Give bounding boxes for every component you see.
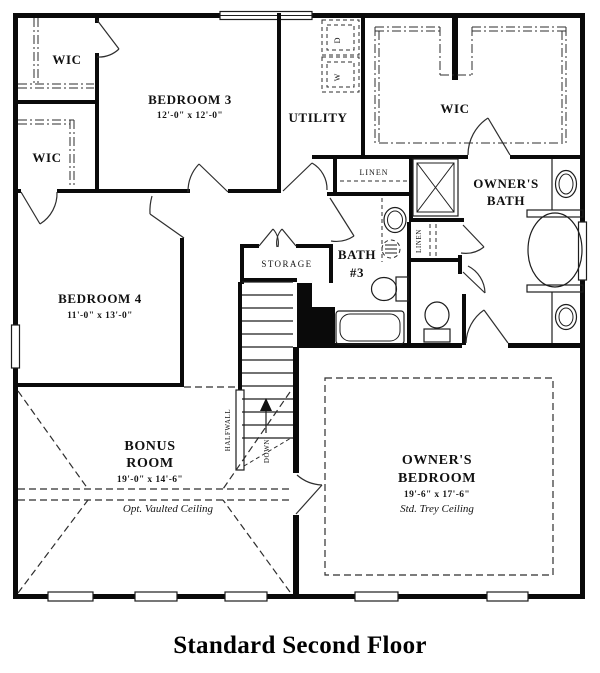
bonus-note: Opt. Vaulted Ceiling: [122, 503, 214, 515]
bath3-fixtures: [336, 198, 408, 344]
plan-title: Standard Second Floor: [173, 632, 427, 659]
bedroom3-dims: 12'-0" x 12'-0": [156, 111, 224, 121]
bathtub-icon: [336, 311, 404, 344]
window: [135, 592, 177, 601]
bedroom4-dims: 11'-0" x 13'-0": [67, 311, 133, 321]
owners-bedroom-label-1: OWNER'S: [401, 453, 473, 468]
window: [355, 592, 398, 601]
halfwall-label: HALFWALL: [224, 408, 232, 452]
wic2-label: WIC: [32, 150, 62, 165]
owners-wic-label: WIC: [440, 101, 470, 116]
stair-direction-arrow: [260, 398, 272, 433]
window: [225, 592, 267, 601]
bonus-label-2: ROOM: [126, 456, 174, 471]
garden-tub-icon: [527, 210, 583, 292]
dryer-label: D: [333, 36, 342, 44]
bedroom4-label: BEDROOM 4: [58, 291, 142, 306]
toilet-icon: [424, 302, 450, 342]
owners-bedroom-note: Std. Trey Ceiling: [400, 503, 474, 515]
halfwall: [236, 390, 244, 470]
window: [487, 592, 528, 601]
chase: [297, 283, 335, 347]
room-labels: [32, 37, 538, 515]
bath3-label-1: BATH: [337, 247, 377, 262]
linen-hall-label: LINEN: [359, 168, 389, 177]
wic1-label: WIC: [52, 52, 82, 67]
owners-bedroom-label-2: BEDROOM: [397, 471, 477, 486]
owners-bedroom-dims: 19'-6" x 17'-6": [403, 490, 471, 500]
linen-passage-label: LINEN: [415, 229, 423, 253]
bedroom3-label: BEDROOM 3: [148, 92, 232, 107]
optional-fixture-icon: [382, 240, 400, 258]
owners-bath-label-1: OWNER'S: [473, 176, 539, 191]
bonus-label-1: BONUS: [124, 439, 176, 454]
sink-icon: [556, 171, 577, 198]
window: [12, 325, 20, 368]
storage-label: STORAGE: [261, 259, 313, 269]
down-label: DOWN: [263, 438, 271, 464]
utility-label: UTILITY: [288, 110, 348, 125]
sink-icon: [556, 305, 577, 330]
toilet-icon: [372, 277, 409, 301]
bath3-label-2: #3: [349, 265, 365, 280]
window: [48, 592, 93, 601]
bonus-dims: 19'-0" x 14'-6": [116, 475, 184, 485]
closet-rod-lines: [18, 18, 566, 256]
owners-bath-label-2: BATH: [486, 193, 526, 208]
washer-label: W: [333, 72, 342, 82]
sink-icon: [384, 208, 406, 233]
shower-icon: [413, 159, 458, 216]
